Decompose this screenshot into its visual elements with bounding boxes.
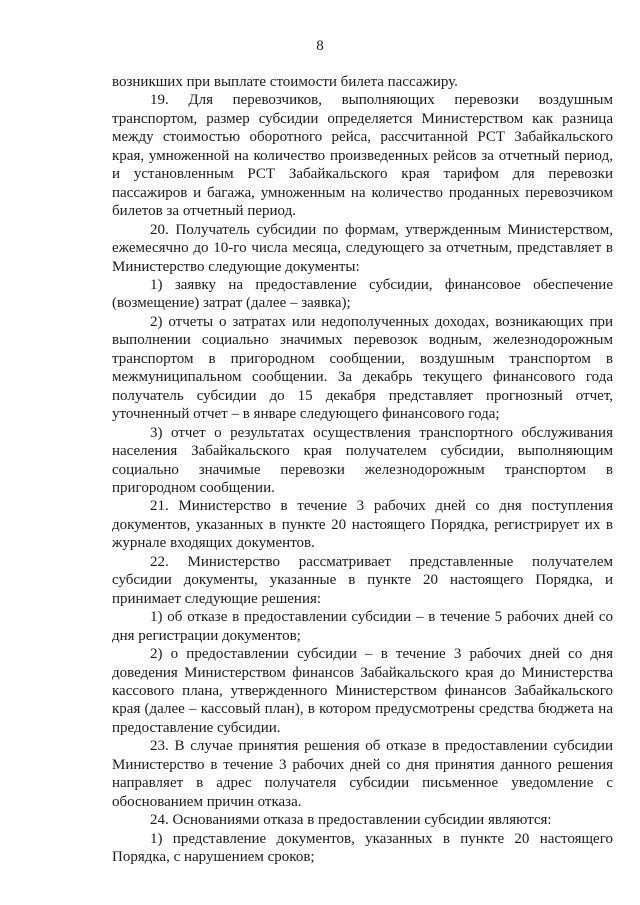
paragraph-21: 21. Министерство в течение 3 рабочих дней со дня поступления документов, указанных в пункте 20 настоящего Порядка, регистрирует их в журнале входящих документов.: [112, 498, 613, 552]
paragraph-19: 19. Для перевозчиков, выполняющих перевозки воздушным транспортом, размер субсидии определяется Министерством как разница между стоимостью оборотного рейса, рассчитанной РСТ Забайкальского края, умноженной на количество произведенных рейсов за отчетный период, и установленным РСТ Забайкальского края тарифом для перевозки пассажиров и багажа, умноженным на количество проданных перевозчиком билетов за отчетный период.: [112, 92, 613, 220]
paragraph-continuation: возникших при выплате стоимости билета пассажиру.: [112, 74, 458, 90]
paragraph-20: 20. Получатель субсидии по формам, утвержденным Министерством, ежемесячно до 10-го числа месяца, следующего за отчетным, представляет в Министерство следующие документы:: [112, 221, 613, 275]
paragraph-22-item-1: 1) об отказе в предоставлении субсидии – в течение 5 рабочих дней со дня регистрации документов;: [112, 609, 613, 644]
paragraph-22-item-2: 2) о предоставлении субсидии – в течение 3 рабочих дней со дня доведения Министерством финансов Забайкальского края до Министерства кассового плана, утвержденного Министерством финансов Забайкальского края (далее – кассовый план), в котором предусмотрены средства бюджета на предоставление субсидии.: [112, 646, 613, 736]
paragraph-24-item-1: 1) представление документов, указанных в пункте 20 настоящего Порядка, с нарушением сроков;: [112, 830, 613, 866]
paragraph-22: 22. Министерство рассматривает представленные получателем субсидии документы, указанные в пункте 20 настоящего Порядка, и принимает следующие решения:: [112, 553, 613, 607]
paragraph-20-item-2: 2) отчеты о затратах или недополученных доходах, возникающих при выполнении социально значимых перевозок водным, железнодорожным транспортом в пригородном сообщении, воздушным транспортом в межмуниципальном сообщении. За декабрь текущего финансового года получатель субсидии до 15 декабря представляет прогнозный отчет, уточненный отчет – в январе следующего финансового года;: [112, 313, 613, 423]
paragraph-20-item-3: 3) отчет о результатах осуществления транспортного обслуживания населения Забайкальского края получателем субсидии, выполняющим социально значимые перевозки железнодорожным транспортом в пригородном сообщении.: [112, 424, 613, 496]
paragraph-23: 23. В случае принятия решения об отказе в предоставлении субсидии Министерство в течение 3 рабочих дней со дня принятия данного решения направляет в адрес получателя субсидии письменное уведомление с обоснованием причин отказа.: [112, 738, 613, 810]
document-body: [112, 73, 613, 866]
paragraph-24: 24. Основаниями отказа в предоставлении субсидии являются:: [150, 812, 552, 829]
page-number: 8: [316, 38, 324, 54]
paragraph-20-item-1: 1) заявку на предоставление субсидии, финансовое обеспечение (возмещение) затрат (далее – заявка);: [112, 276, 613, 312]
